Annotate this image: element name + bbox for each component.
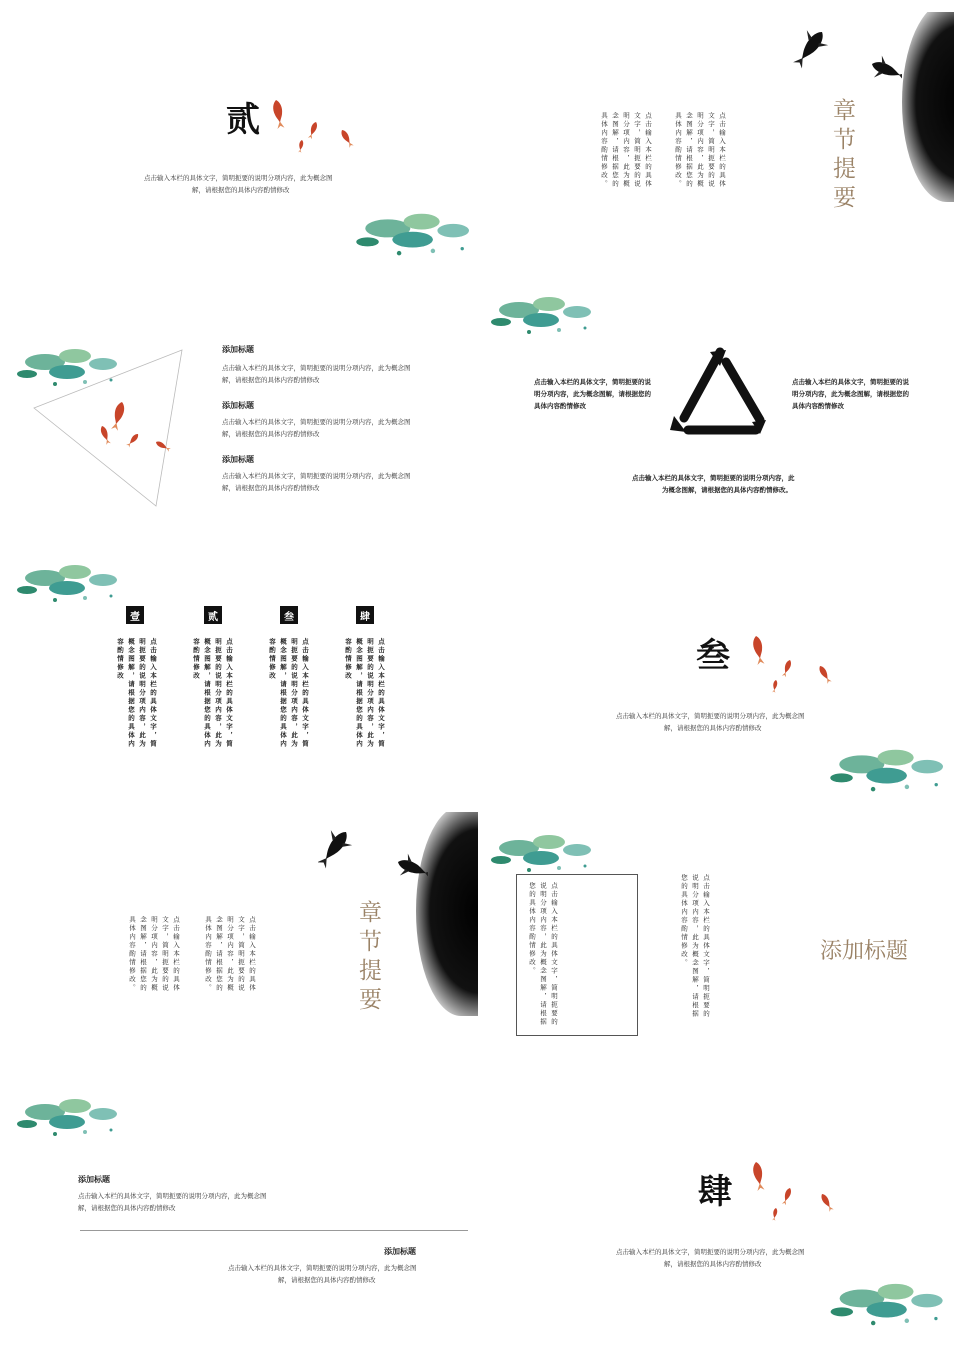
divider [80, 1230, 468, 1231]
slide-3-line-1a: 点击输入本栏的具体文字，简明扼要的说明分项内容，此为概念图 [222, 364, 411, 372]
slide-3-line-3a: 点击输入本栏的具体文字，简明扼要的说明分项内容，此为概念图 [222, 472, 411, 480]
slide-9-line-2b: 解，请根据您的具体内容酌情修改 [278, 1276, 376, 1284]
column-text-2: 点击输入本栏的具体文字，简明扼要的说明分项内容，此为概念图解，请根据您的具体内容酌情修改 [192, 638, 233, 749]
slide-4-right-line-1: 点击输入本栏的具体文字，简明扼要的说 [792, 378, 909, 386]
slide-2-title: 章节提要 [829, 98, 855, 214]
slide-9-line-2a: 点击输入本栏的具体文字，简明扼要的说明分项内容，此为概念图 [228, 1264, 417, 1272]
slide-6-body-line-2: 解，请根据您的具体内容酌情修改 [664, 724, 762, 732]
slide-3-heading-3: 添加标题 [222, 455, 254, 464]
slide-8-title: 添加标题 [820, 939, 909, 964]
triangle-frame-decoration [26, 342, 206, 512]
slide-8-frame-text: 点击输入本栏的具体文字，简明扼要的说明分项内容，此为概念图解，请根据您的具体内容酌情修改。 [528, 882, 558, 1027]
slide-8 [482, 812, 954, 1074]
slide-3-line-3b: 解，请根据您的具体内容酌情修改 [222, 484, 320, 492]
ink-splash-decoration [902, 12, 954, 202]
slide-1-numeral: 贰 [226, 100, 260, 140]
slide-4-bottom-line-1: 点击输入本栏的具体文字，简明扼要的说明分项内容，此 [632, 474, 795, 482]
slide-9-heading-1: 添加标题 [78, 1175, 110, 1184]
slide-10-body-line-2: 解，请根据您的具体内容酌情修改 [664, 1260, 762, 1268]
slide-9 [6, 1076, 478, 1338]
slide-9-heading-2: 添加标题 [384, 1247, 416, 1256]
koi-fish-decoration [256, 90, 376, 170]
lotus-leaves-decoration [828, 740, 952, 800]
slide-7-title: 章节提要 [355, 900, 381, 1016]
koi-fish-decoration [730, 632, 850, 702]
slide-10 [482, 1076, 954, 1338]
slide-1-body-line-1: 点击输入本栏的具体文字，简明扼要的说明分项内容，此为概念图 [144, 174, 333, 182]
slide-6-body-line-1: 点击输入本栏的具体文字，简明扼要的说明分项内容，此为概念图 [616, 712, 805, 720]
lotus-leaves-decoration [828, 1276, 952, 1332]
koi-fish-decoration [732, 1158, 852, 1228]
badge-1: 壹 [126, 606, 144, 624]
lotus-leaves-decoration [8, 558, 132, 608]
slide-7-vertical-text-right: 点击输入本栏的具体文字，简明扼要的说明分项内容，此为概念图解，请根据您的具体内容酌情修改。 [204, 916, 256, 993]
slide-7 [6, 812, 478, 1074]
black-fish-decoration [318, 826, 428, 896]
lotus-leaves-decoration [8, 1092, 132, 1142]
slide-8-column-text: 点击输入本栏的具体文字，简明扼要的说明分项内容，此为概念图解，请根据您的具体内容酌情修改。 [680, 874, 710, 1019]
slide-6 [482, 548, 954, 810]
slide-5 [6, 548, 478, 810]
slide-7-vertical-text-left: 点击输入本栏的具体文字，简明扼要的说明分项内容，此为概念图解，请根据您的具体内容酌情修改。 [128, 916, 180, 993]
slide-4-right-line-3: 具体内容酌情修改 [792, 402, 844, 410]
slide-10-body-line-1: 点击输入本栏的具体文字，简明扼要的说明分项内容，此为概念图 [616, 1248, 805, 1256]
slide-3-heading-1: 添加标题 [222, 345, 254, 354]
slide-3-heading-2: 添加标题 [222, 401, 254, 410]
badge-3: 叁 [280, 606, 298, 624]
slide-9-line-1a: 点击输入本栏的具体文字，简明扼要的说明分项内容，此为概念图 [78, 1192, 267, 1200]
slide-4-left-line-1: 点击输入本栏的具体文字，简明扼要的说 [534, 378, 651, 386]
slide-3 [6, 286, 478, 548]
column-text-4: 点击输入本栏的具体文字，简明扼要的说明分项内容，此为概念图解，请根据您的具体内容酌情修改 [344, 638, 385, 749]
slide-1-body-line-2: 解，请根据您的具体内容酌情修改 [192, 186, 290, 194]
slide-4-right-line-2: 明分项内容，此为概念图解，请根据您的 [792, 390, 909, 398]
column-text-1: 点击输入本栏的具体文字，简明扼要的说明分项内容，此为概念图解，请根据您的具体内容酌情修改 [116, 638, 157, 749]
slide-4-bottom-line-2: 为概念图解，请根据您的具体内容酌情修改。 [662, 486, 792, 494]
slide-3-line-2a: 点击输入本栏的具体文字，简明扼要的说明分项内容，此为概念图 [222, 418, 411, 426]
slide-2-vertical-text-right: 点击输入本栏的具体文字，简明扼要的说明分项内容，此为概念图解，请根据您的具体内容酌情修改。 [674, 112, 726, 189]
lotus-leaves-decoration [354, 204, 478, 264]
lotus-leaves-decoration [482, 290, 606, 340]
slide-9-line-1b: 解，请根据您的具体内容酌情修改 [78, 1204, 176, 1212]
slide-4-left-line-2: 明分项内容，此为概念图解，请根据您的 [534, 390, 651, 398]
badge-4: 肆 [356, 606, 374, 624]
lotus-leaves-decoration [482, 828, 606, 878]
column-text-3: 点击输入本栏的具体文字，简明扼要的说明分项内容，此为概念图解，请根据您的具体内容酌情修改 [268, 638, 309, 749]
slide-6-numeral: 叁 [696, 636, 730, 676]
slide-2-vertical-text-left: 点击输入本栏的具体文字，简明扼要的说明分项内容，此为概念图解，请根据您的具体内容酌情修改。 [600, 112, 652, 189]
slide-2 [482, 12, 954, 274]
slide-1 [6, 12, 478, 274]
slide-4-left-line-3: 具体内容酌情修改 [534, 402, 586, 410]
badge-2: 贰 [204, 606, 222, 624]
black-fish-decoration [792, 24, 902, 94]
slide-4 [482, 286, 954, 548]
slide-3-line-1b: 解，请根据您的具体内容酌情修改 [222, 376, 320, 384]
slide-3-line-2b: 解，请根据您的具体内容酌情修改 [222, 430, 320, 438]
slide-10-numeral: 肆 [698, 1172, 732, 1212]
ink-cycle-arrows-icon [668, 346, 768, 446]
